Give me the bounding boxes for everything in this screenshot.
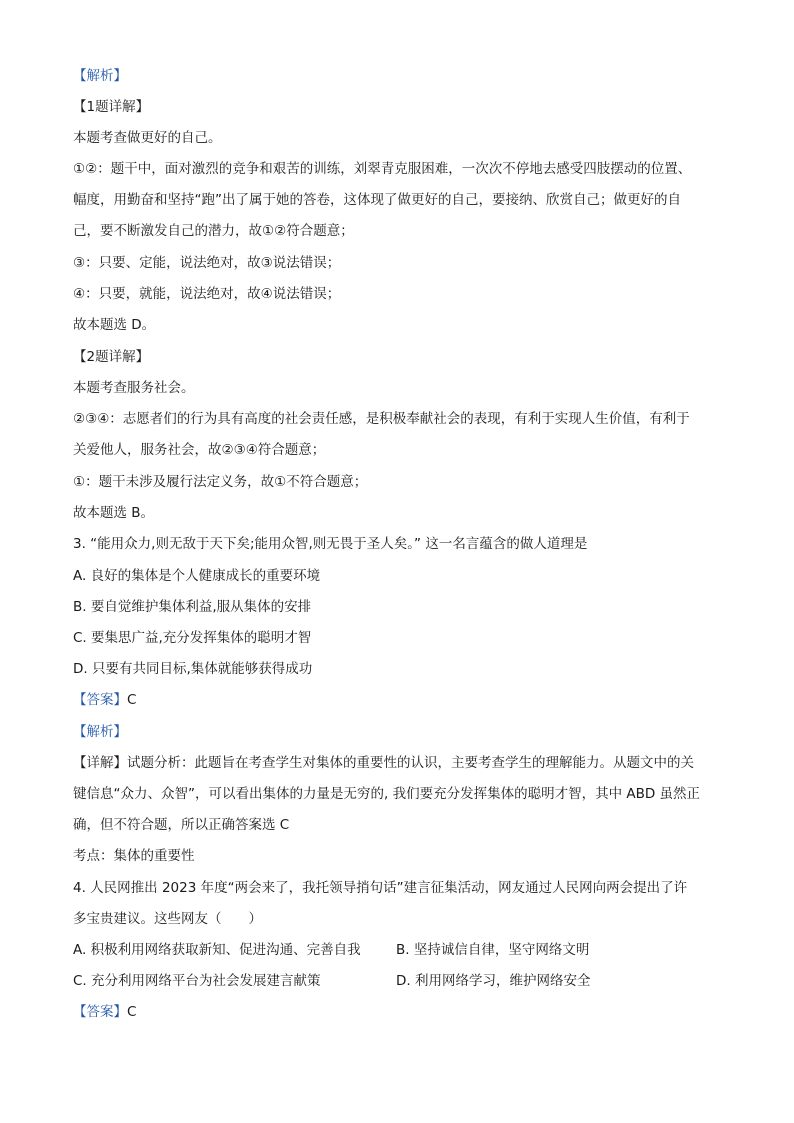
q3-kaodian: 考点：集体的重要性: [73, 848, 195, 864]
answer-label: 【答案】: [73, 692, 127, 708]
q4-answer: [73, 1002, 733, 1022]
answer-label: 【答案】: [73, 1004, 127, 1020]
q3-detail-line: 键信息“众力、众智”，可以看出集体的力量是无穷的, 我们要充分发挥集体的聪明才智，其中 ABD 虽然正: [73, 786, 701, 802]
q2-intro: 本题考查服务社会。: [73, 380, 195, 396]
q3-answer: [73, 690, 733, 710]
q4-stem-line: 多宝贵建议。这些网友（ ）: [73, 911, 262, 927]
q1-intro: 本题考查做更好的自己。: [73, 130, 222, 146]
q2-conclusion: 故本题选 B。: [73, 505, 155, 521]
q3-detail-line: 确，但不符合题，所以正确答案选 C: [73, 817, 290, 833]
q4-option-d: D. 利用网络学习，维护网络安全: [396, 973, 591, 989]
q3-option-b: B. 要自觉维护集体利益,服从集体的安排: [73, 599, 312, 615]
q4-option-a: A. 积极利用网络获取新知、促进沟通、完善自我: [73, 942, 361, 958]
analysis-label: 【解析】: [73, 724, 127, 740]
q1-paragraph-line: 己，要不断激发自己的潜力，故①②符合题意；: [73, 223, 354, 239]
q2-detail-label: 【2题详解】: [73, 349, 150, 365]
q1-detail-label: 【1题详解】: [73, 99, 150, 115]
q3-option-d: D. 只要有共同目标,集体就能够获得成功: [73, 661, 313, 677]
q3-option-a: A. 良好的集体是个人健康成长的重要环境: [73, 568, 321, 584]
answer-value: C: [127, 692, 137, 708]
q2-paragraph: ①：题干未涉及履行法定义务，故①不符合题意；: [73, 474, 368, 490]
analysis-label: 【解析】: [73, 68, 127, 84]
q3-option-c: C. 要集思广益,充分发挥集体的聪明才智: [73, 630, 312, 646]
q3-detail-line: [73, 753, 733, 773]
q3-stem: 3. “能用众力,则无敌于天下矣;能用众智,则无畏于圣人矣。” 这一名言蕴含的做人道理是: [73, 536, 588, 552]
q1-paragraph: ③：只要、定能，说法绝对，故③说法错误；: [73, 255, 341, 271]
q4-option-c: C. 充分利用网络平台为社会发展建言献策: [73, 973, 321, 989]
q1-paragraph-line: ①②：题干中，面对激烈的竞争和艰苦的训练，刘翠青克服困难，一次次不停地去感受四肢摆动的位置、: [73, 161, 692, 177]
answer-value: C: [127, 1004, 137, 1020]
q1-paragraph-line: 幅度，用勤奋和坚持“跑”出了属于她的答卷，这体现了做更好的自己，要接纳、欣赏自己；做更好的自: [73, 192, 681, 208]
detail-label: 【详解】: [73, 755, 127, 771]
q2-paragraph-line: ②③④：志愿者们的行为具有高度的社会责任感，是积极奉献社会的表现，有利于实现人生价值，有利于: [73, 411, 690, 427]
detail-text: 试题分析：此题旨在考查学生对集体的重要性的认识，主要考查学生的理解能力。从题文中的关: [127, 755, 694, 771]
q4-stem-line: 4. 人民网推出 2023 年度“两会来了，我托领导捎句话”建言征集活动，网友通过人民网向两会提出了许: [73, 880, 688, 896]
q2-paragraph-line: 关爱他人，服务社会，故②③④符合题意；: [73, 442, 326, 458]
q4-option-b: B. 坚持诚信自律，坚守网络文明: [396, 942, 590, 958]
q1-conclusion: 故本题选 D。: [73, 317, 156, 333]
q1-paragraph: ④：只要，就能，说法绝对，故④说法错误；: [73, 286, 341, 302]
